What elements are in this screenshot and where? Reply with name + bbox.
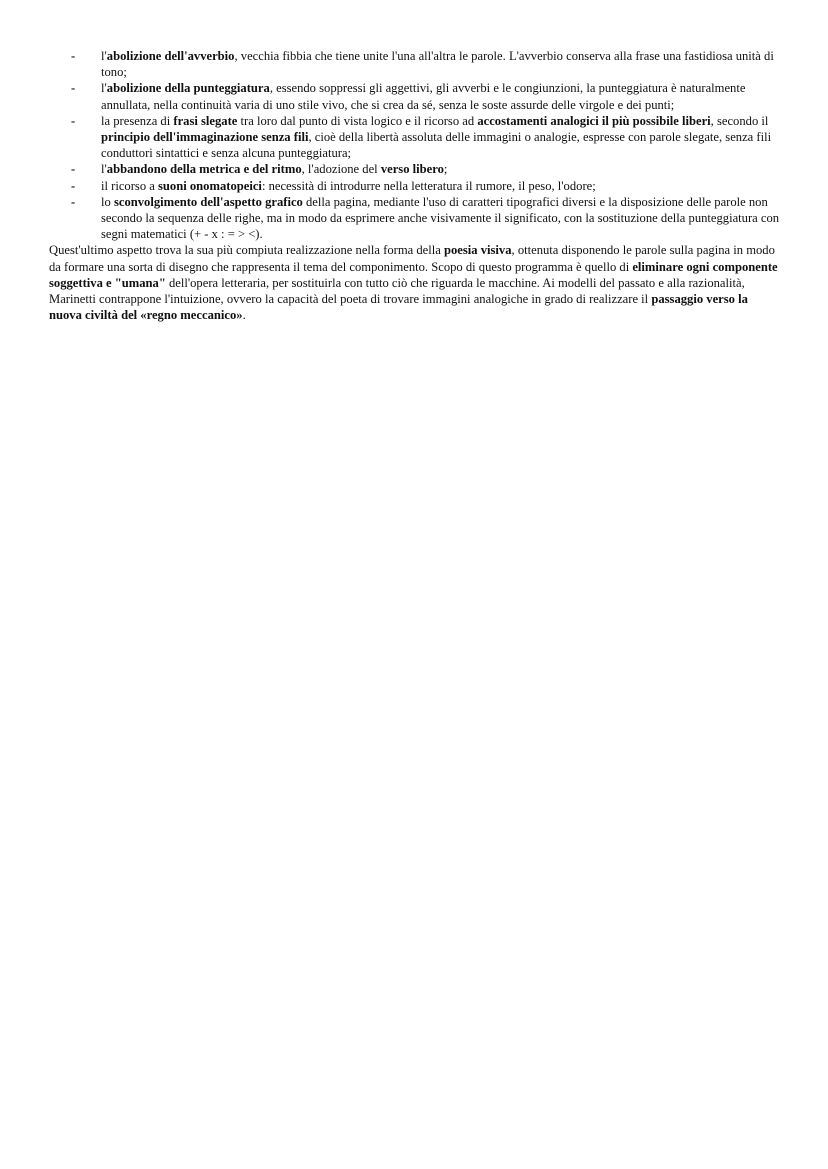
bullet-dash: - <box>71 162 76 177</box>
text-segment: la presenza di <box>101 113 174 128</box>
list-item <box>49 48 783 80</box>
document-page <box>49 48 783 323</box>
text-segment: , cioè della libertà assoluta delle immagini o analogie, espresse con parole slegate, senza fili conduttori sintattici e senza alcuna punteggiatura; <box>101 130 772 161</box>
text-segment: , secondo il <box>710 113 769 128</box>
body-paragraph <box>49 242 783 323</box>
text-segment: della pagina, mediante l'uso di caratteri tipografici diversi e la disposizione delle parole non secondo la sequenza delle righe, ma in modo da esprimere anche visivamente il significato, con la sostituzione della punteggiatura con segni matematici (+ - x : = > <). <box>101 194 780 242</box>
bold-term: frasi slegate <box>173 113 238 128</box>
text-segment: Quest'ultimo aspetto trova la sua più compiuta realizzazione nella forma della <box>49 243 444 258</box>
features-list <box>49 48 783 242</box>
bullet-dash: - <box>71 49 76 63</box>
text-segment: : necessità di introdurre nella letteratura il rumore, il peso, l'odore; <box>261 178 596 193</box>
text-segment: tra loro dal punto di vista logico e il ricorso ad <box>237 113 478 128</box>
text-segment: . <box>242 308 246 323</box>
bullet-dash: - <box>71 81 76 96</box>
list-item <box>49 178 783 194</box>
text-segment: dell'opera letteraria, per sostituirla con tutto ciò che riguarda le macchine. Ai modelli del passato e alla razionalità, Marinetti contrappone l'intuizione, ovvero la capacità del poeta di trovare immagini analogiche in grado di realizzare il <box>49 275 745 307</box>
list-item <box>49 80 783 112</box>
list-item <box>49 113 783 162</box>
text-segment: , vecchia fibbia che tiene unite l'una all'altra le parole. L'avverbio conserva alla frase una fastidiosa unità di tono; <box>101 49 774 80</box>
text-segment: ; <box>443 162 448 177</box>
text-segment: l' <box>101 81 107 96</box>
bold-term: accostamenti analogici il più possibile liberi <box>477 113 711 128</box>
bold-term: eliminare ogni componente soggettiva e "umana" <box>49 259 778 290</box>
text-segment: , l'adozione del <box>301 162 381 177</box>
text-segment: , essendo soppressi gli aggettivi, gli avverbi e le congiunzioni, la punteggiatura è naturalmente annullata, nella continuità varia di uno stile vivo, che si crea da sé, senza le soste assurde delle virgole e dei punti; <box>101 81 746 112</box>
bold-term: suoni onomatopeici <box>158 178 262 193</box>
bold-term: abolizione dell'avverbio <box>106 49 235 63</box>
bold-term: verso libero <box>380 162 444 177</box>
bullet-dash: - <box>71 178 76 193</box>
list-item <box>49 194 783 243</box>
text-segment: lo <box>101 194 114 209</box>
text-segment: l' <box>101 162 107 177</box>
bold-term: principio dell'immaginazione senza fili <box>101 130 309 145</box>
bold-term: abbandono della metrica e del ritmo <box>106 162 302 177</box>
text-segment: il ricorso a <box>101 178 159 193</box>
text-segment: , ottenuta disponendo le parole sulla pagina in modo da formare una sorta di disegno che rappresenta il tema del componimento. Scopo di questo programma è quello di <box>49 243 775 274</box>
bullet-dash: - <box>71 113 76 128</box>
bold-term: abolizione della punteggiatura <box>106 81 270 96</box>
text-segment: l' <box>101 49 107 63</box>
bullet-dash: - <box>71 194 76 209</box>
bold-term: sconvolgimento dell'aspetto grafico <box>113 194 303 209</box>
list-item <box>49 161 783 177</box>
bold-term: passaggio verso la nuova civiltà del «regno meccanico» <box>49 292 748 323</box>
bold-term: poesia visiva <box>443 243 512 258</box>
